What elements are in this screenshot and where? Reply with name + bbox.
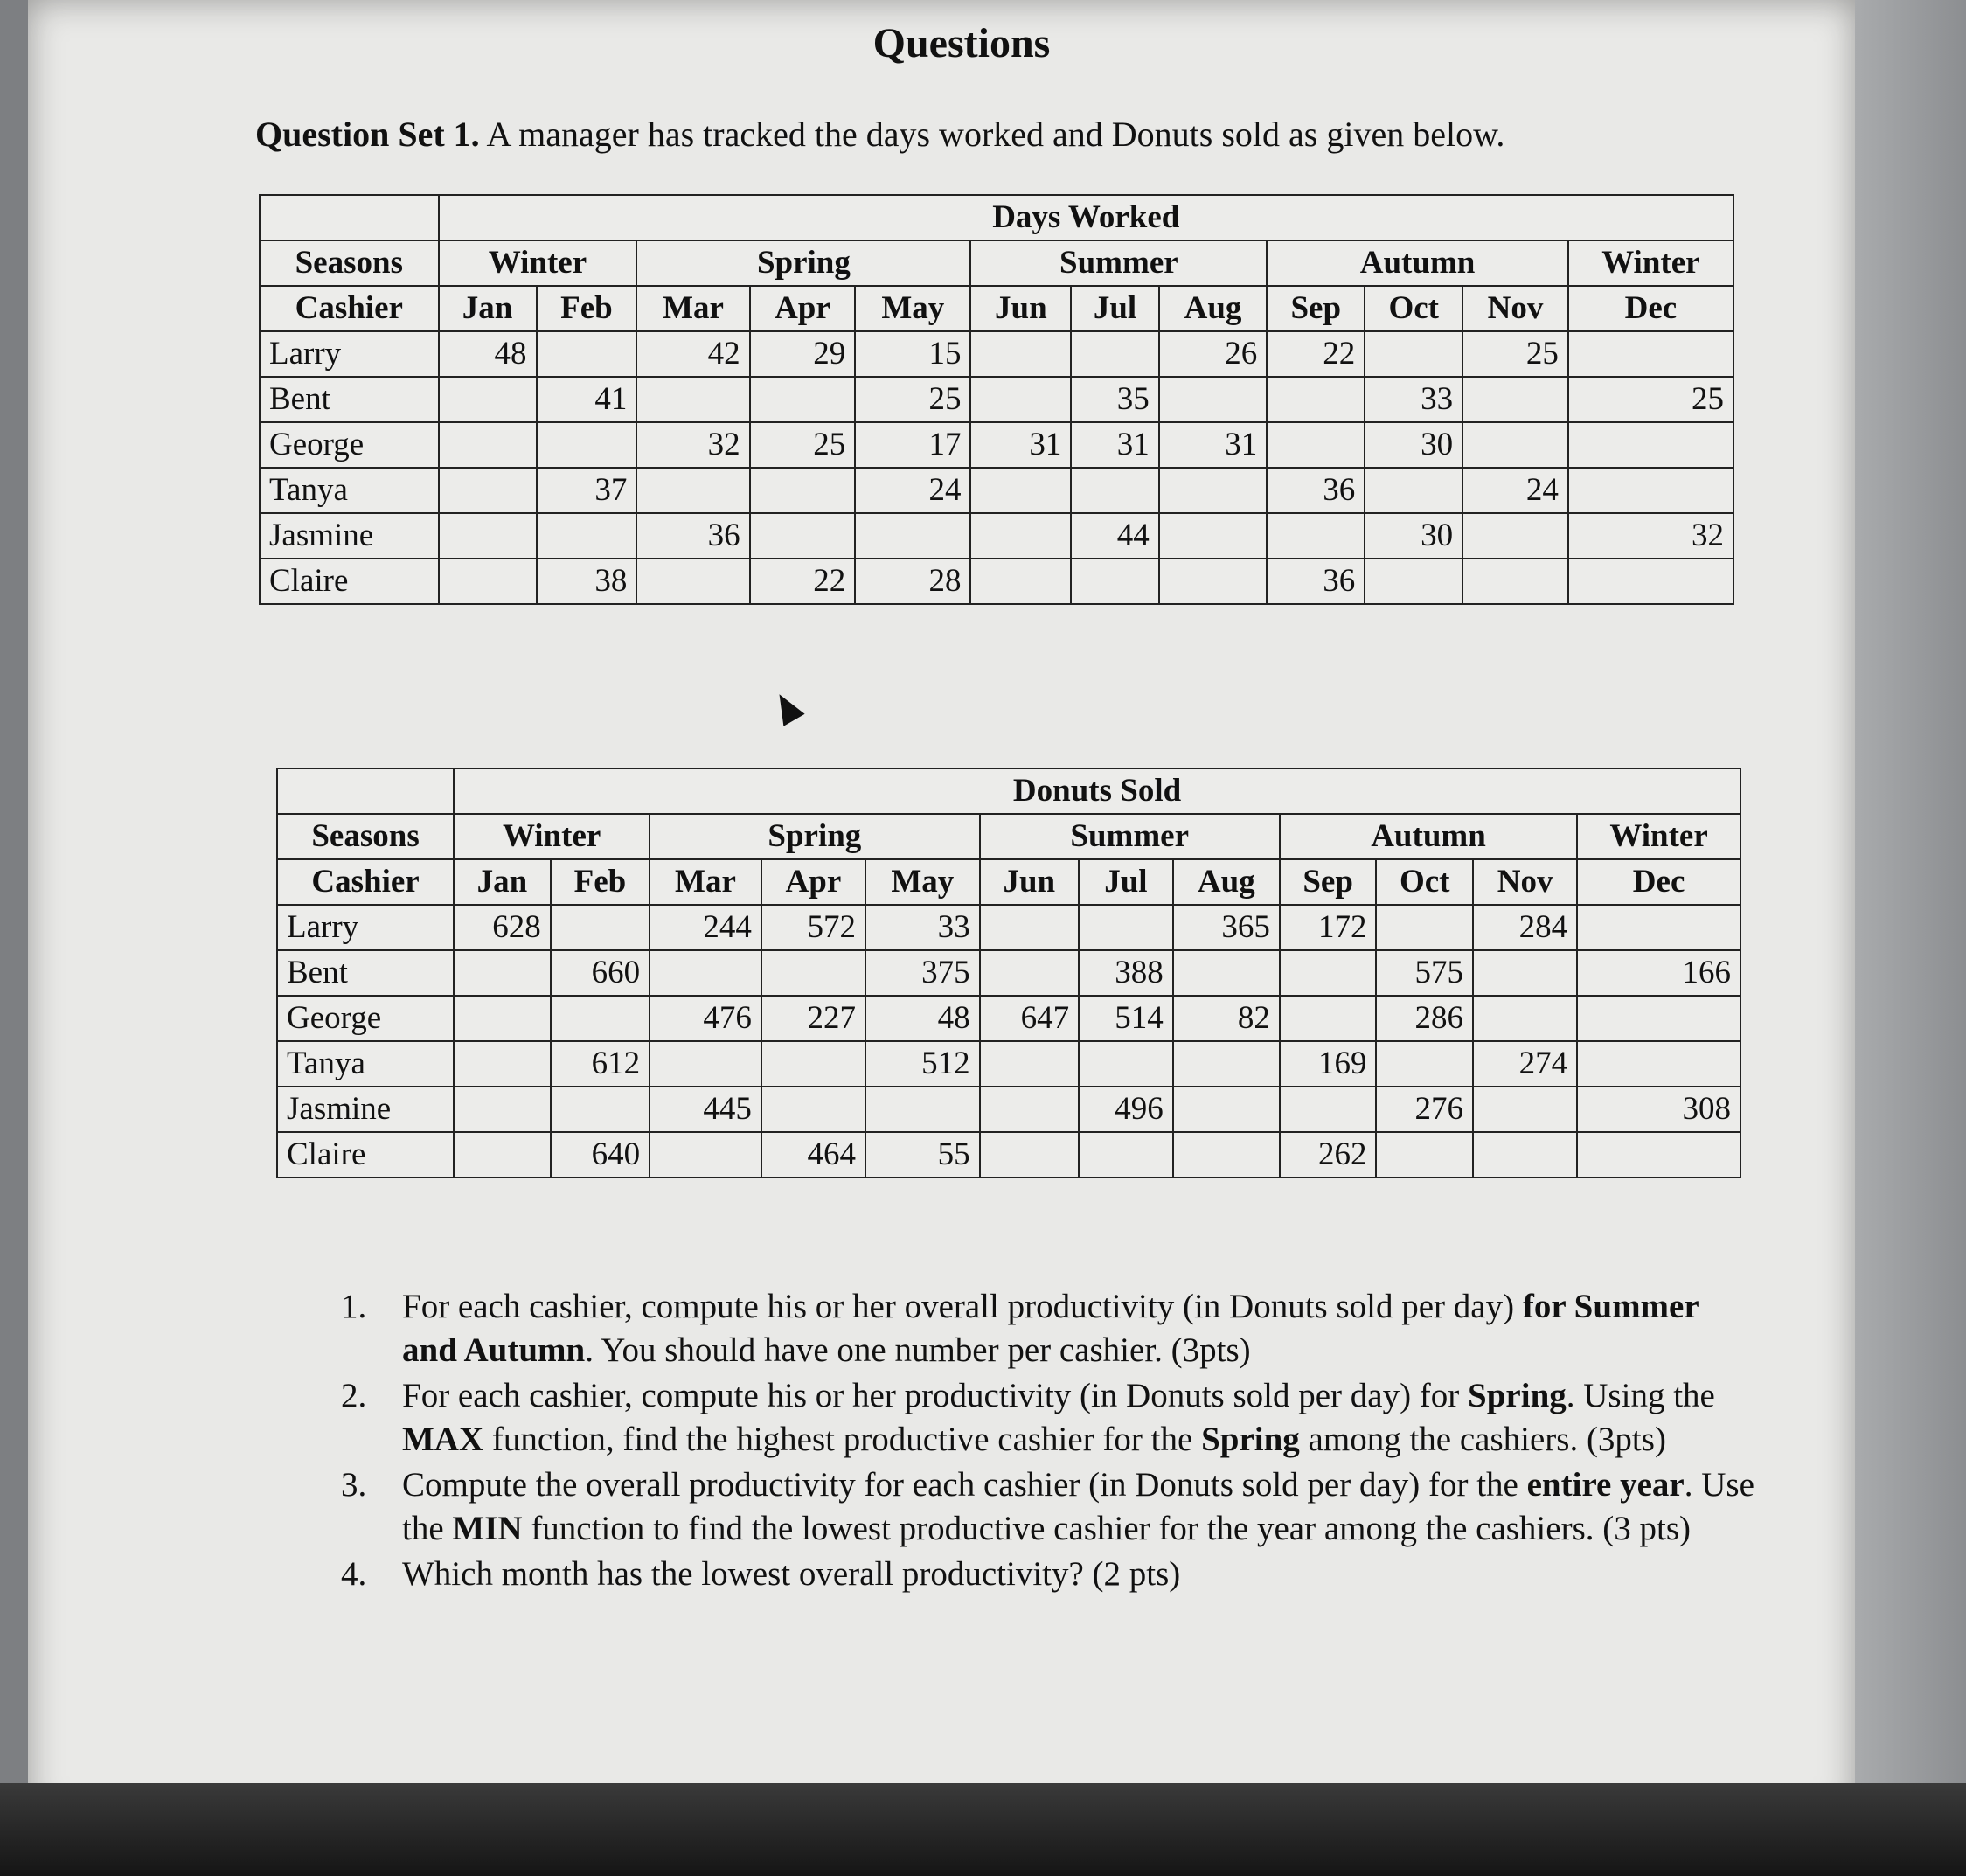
table-cell bbox=[1568, 422, 1733, 468]
table-cell: 82 bbox=[1173, 996, 1280, 1041]
table-cell bbox=[636, 559, 749, 604]
table-cell: 38 bbox=[537, 559, 637, 604]
cashier-name: George bbox=[277, 996, 454, 1041]
table-cell bbox=[980, 905, 1080, 950]
month-header: Aug bbox=[1173, 859, 1280, 905]
question-fragment: among the cashiers. (3pts) bbox=[1299, 1421, 1666, 1458]
table-cell bbox=[650, 950, 761, 996]
table-cell bbox=[454, 1087, 551, 1132]
question-fragment: . Use the bbox=[402, 1466, 1754, 1547]
table-cell bbox=[454, 950, 551, 996]
season-row bbox=[277, 814, 1740, 859]
season-header: Winter bbox=[439, 240, 637, 286]
table-cell bbox=[750, 513, 856, 559]
table-cell bbox=[1071, 468, 1158, 513]
table-cell: 660 bbox=[551, 950, 650, 996]
table-cell: 25 bbox=[1568, 377, 1733, 422]
question-fragment: For each cashier, compute his or her overall productivity (in Donuts sold per day) bbox=[402, 1288, 1523, 1325]
table-cell: 244 bbox=[650, 905, 761, 950]
question-list bbox=[341, 1285, 1757, 1598]
table-cell: 44 bbox=[1071, 513, 1158, 559]
table-cell: 445 bbox=[650, 1087, 761, 1132]
table-cell bbox=[865, 1087, 980, 1132]
month-header: May bbox=[865, 859, 980, 905]
table-cell bbox=[1462, 559, 1568, 604]
table-cell: 476 bbox=[650, 996, 761, 1041]
table-cell bbox=[1473, 950, 1577, 996]
table-cell bbox=[980, 950, 1080, 996]
table-cell: 35 bbox=[1071, 377, 1158, 422]
table-cell bbox=[1159, 377, 1268, 422]
month-header: Nov bbox=[1473, 859, 1577, 905]
table-cell: 308 bbox=[1577, 1087, 1740, 1132]
table-cell bbox=[1159, 468, 1268, 513]
table-cell bbox=[1577, 1041, 1740, 1087]
monitor-bezel-bottom bbox=[0, 1783, 1966, 1876]
table-cell bbox=[1079, 905, 1173, 950]
table-cell bbox=[439, 468, 537, 513]
table-cell: 274 bbox=[1473, 1041, 1577, 1087]
table-cell bbox=[1568, 468, 1733, 513]
table-cell bbox=[537, 422, 637, 468]
table-cell bbox=[439, 377, 537, 422]
table-title: Days Worked bbox=[439, 195, 1733, 240]
question-emphasis: Spring bbox=[1468, 1377, 1567, 1414]
table-cell bbox=[551, 996, 650, 1041]
table-row bbox=[260, 422, 1733, 468]
table-cell: 25 bbox=[855, 377, 970, 422]
table-cell bbox=[1159, 559, 1268, 604]
table-title-row bbox=[260, 195, 1733, 240]
season-header: Winter bbox=[1577, 814, 1740, 859]
table-title: Donuts Sold bbox=[454, 768, 1740, 814]
table-row bbox=[260, 513, 1733, 559]
cashier-name: Tanya bbox=[260, 468, 439, 513]
cashier-name: Tanya bbox=[277, 1041, 454, 1087]
table-cell bbox=[439, 559, 537, 604]
table-cell bbox=[750, 468, 856, 513]
table-cell: 628 bbox=[454, 905, 551, 950]
table-cell bbox=[1365, 468, 1462, 513]
question-text bbox=[402, 1285, 1757, 1372]
question-fragment: For each cashier, compute his or her productivity (in Donuts sold per day) for bbox=[402, 1377, 1469, 1414]
month-header: Feb bbox=[537, 286, 637, 331]
table-cell bbox=[1473, 1087, 1577, 1132]
month-header: Jun bbox=[980, 859, 1080, 905]
table-cell bbox=[1462, 513, 1568, 559]
table-cell bbox=[980, 1132, 1080, 1178]
table-cell bbox=[855, 513, 970, 559]
table-row bbox=[260, 377, 1733, 422]
question-set-text: A manager has tracked the days worked and Donuts sold as given below. bbox=[479, 115, 1505, 154]
table-cell: 464 bbox=[761, 1132, 865, 1178]
table-cell: 37 bbox=[537, 468, 637, 513]
month-header: Aug bbox=[1159, 286, 1268, 331]
table-cell: 22 bbox=[750, 559, 856, 604]
season-header: Winter bbox=[1568, 240, 1733, 286]
question-number: 3. bbox=[341, 1466, 367, 1504]
month-header: Jan bbox=[439, 286, 537, 331]
table-cell: 262 bbox=[1280, 1132, 1377, 1178]
question-emphasis: for Summer and Autumn bbox=[402, 1288, 1699, 1369]
table-row bbox=[277, 1087, 1740, 1132]
cashier-name: George bbox=[260, 422, 439, 468]
cashier-name: Claire bbox=[277, 1132, 454, 1178]
question-fragment: Compute the overall productivity for each cashier (in Donuts sold per day) for the bbox=[402, 1466, 1527, 1504]
table-row bbox=[277, 1041, 1740, 1087]
table-cell: 24 bbox=[855, 468, 970, 513]
page-title: Questions bbox=[872, 20, 1051, 66]
table-cell: 647 bbox=[980, 996, 1080, 1041]
table-cell: 33 bbox=[865, 905, 980, 950]
question-emphasis: Spring bbox=[1201, 1421, 1300, 1458]
table-cell: 48 bbox=[865, 996, 980, 1041]
table-cell bbox=[970, 331, 1071, 377]
donuts-sold-table bbox=[276, 768, 1741, 1178]
table-row bbox=[277, 905, 1740, 950]
table-cell bbox=[980, 1041, 1080, 1087]
table-row bbox=[260, 331, 1733, 377]
table-cell: 32 bbox=[1568, 513, 1733, 559]
table-cell bbox=[454, 1132, 551, 1178]
table-cell bbox=[650, 1132, 761, 1178]
table-cell: 31 bbox=[1159, 422, 1268, 468]
table-cell: 375 bbox=[865, 950, 980, 996]
question-emphasis: MAX bbox=[402, 1421, 484, 1458]
table-cell: 36 bbox=[636, 513, 749, 559]
table-cell bbox=[1473, 996, 1577, 1041]
table-cell: 41 bbox=[537, 377, 637, 422]
table-cell: 575 bbox=[1376, 950, 1473, 996]
table-cell bbox=[761, 1087, 865, 1132]
table-cell bbox=[636, 468, 749, 513]
table-cell bbox=[1173, 950, 1280, 996]
question-item bbox=[341, 1553, 1757, 1596]
question-item bbox=[341, 1285, 1757, 1372]
month-row bbox=[260, 286, 1733, 331]
month-header: Mar bbox=[650, 859, 761, 905]
table-cell: 25 bbox=[1462, 331, 1568, 377]
table-cell bbox=[1568, 559, 1733, 604]
table-cell bbox=[1071, 559, 1158, 604]
table-cell: 17 bbox=[855, 422, 970, 468]
month-header: Nov bbox=[1462, 286, 1568, 331]
table-cell: 31 bbox=[970, 422, 1071, 468]
cashier-name: Larry bbox=[260, 331, 439, 377]
table-cell: 286 bbox=[1376, 996, 1473, 1041]
cashier-label: Cashier bbox=[260, 286, 439, 331]
month-header: Jun bbox=[970, 286, 1071, 331]
month-header: Dec bbox=[1577, 859, 1740, 905]
table-cell: 30 bbox=[1365, 513, 1462, 559]
table-cell bbox=[551, 905, 650, 950]
table-cell bbox=[1267, 513, 1365, 559]
question-fragment: Which month has the lowest overall productivity? (2 pts) bbox=[402, 1555, 1181, 1593]
seasons-label: Seasons bbox=[277, 814, 454, 859]
month-header: Sep bbox=[1280, 859, 1377, 905]
table-cell bbox=[1173, 1087, 1280, 1132]
table-cell bbox=[1376, 1041, 1473, 1087]
table-row bbox=[260, 468, 1733, 513]
table-cell bbox=[1079, 1041, 1173, 1087]
table-row bbox=[277, 1132, 1740, 1178]
question-number: 1. bbox=[341, 1288, 367, 1325]
season-header: Spring bbox=[650, 814, 979, 859]
table-cell: 172 bbox=[1280, 905, 1377, 950]
table-cell bbox=[439, 422, 537, 468]
table-title-row bbox=[277, 768, 1740, 814]
question-emphasis: entire year bbox=[1526, 1466, 1685, 1504]
table-cell bbox=[970, 513, 1071, 559]
table-cell: 640 bbox=[551, 1132, 650, 1178]
table-cell: 26 bbox=[1159, 331, 1268, 377]
table-cell bbox=[970, 559, 1071, 604]
cashier-label: Cashier bbox=[277, 859, 454, 905]
season-header: Spring bbox=[636, 240, 970, 286]
month-header: Jul bbox=[1079, 859, 1173, 905]
table-cell: 36 bbox=[1267, 559, 1365, 604]
table-cell bbox=[1071, 331, 1158, 377]
question-text bbox=[402, 1374, 1757, 1462]
table-cell: 28 bbox=[855, 559, 970, 604]
days-worked-table bbox=[259, 194, 1734, 605]
cashier-name: Jasmine bbox=[277, 1087, 454, 1132]
table-cell bbox=[1365, 559, 1462, 604]
question-emphasis: MIN bbox=[452, 1510, 523, 1547]
question-item bbox=[341, 1463, 1757, 1551]
table-cell bbox=[1280, 1087, 1377, 1132]
blank-corner-cell bbox=[277, 768, 454, 814]
table-cell bbox=[1267, 422, 1365, 468]
season-row bbox=[260, 240, 1733, 286]
table-cell: 514 bbox=[1079, 996, 1173, 1041]
table-cell bbox=[1173, 1041, 1280, 1087]
month-header: Apr bbox=[750, 286, 856, 331]
table-cell: 227 bbox=[761, 996, 865, 1041]
table-cell: 55 bbox=[865, 1132, 980, 1178]
table-cell: 612 bbox=[551, 1041, 650, 1087]
table-cell: 22 bbox=[1267, 331, 1365, 377]
month-header: Sep bbox=[1267, 286, 1365, 331]
table-cell bbox=[1280, 996, 1377, 1041]
table-row bbox=[277, 950, 1740, 996]
table-cell bbox=[1577, 1132, 1740, 1178]
month-header: Jan bbox=[454, 859, 551, 905]
table-cell bbox=[537, 331, 637, 377]
table-cell bbox=[1577, 996, 1740, 1041]
table-cell: 166 bbox=[1577, 950, 1740, 996]
table-cell bbox=[1267, 377, 1365, 422]
cashier-name: Bent bbox=[277, 950, 454, 996]
table-cell: 42 bbox=[636, 331, 749, 377]
month-header: Apr bbox=[761, 859, 865, 905]
table-cell bbox=[1462, 377, 1568, 422]
question-number: 2. bbox=[341, 1377, 367, 1414]
table-cell: 15 bbox=[855, 331, 970, 377]
table-cell: 388 bbox=[1079, 950, 1173, 996]
month-header: Oct bbox=[1365, 286, 1462, 331]
month-header: Mar bbox=[636, 286, 749, 331]
season-header: Winter bbox=[454, 814, 650, 859]
month-header: Oct bbox=[1376, 859, 1473, 905]
table-cell bbox=[454, 1041, 551, 1087]
question-number: 4. bbox=[341, 1555, 367, 1593]
table-cell: 25 bbox=[750, 422, 856, 468]
table-cell bbox=[1079, 1132, 1173, 1178]
table-cell bbox=[980, 1087, 1080, 1132]
table-cell bbox=[1280, 950, 1377, 996]
table-cell: 512 bbox=[865, 1041, 980, 1087]
table-cell bbox=[1173, 1132, 1280, 1178]
table-cell bbox=[1376, 905, 1473, 950]
table-cell bbox=[636, 377, 749, 422]
seasons-label: Seasons bbox=[260, 240, 439, 286]
month-header: Jul bbox=[1071, 286, 1158, 331]
question-fragment: . Using the bbox=[1566, 1377, 1715, 1414]
table-cell bbox=[1462, 422, 1568, 468]
table-cell: 32 bbox=[636, 422, 749, 468]
cashier-name: Jasmine bbox=[260, 513, 439, 559]
cashier-name: Claire bbox=[260, 559, 439, 604]
question-set-intro bbox=[255, 114, 1504, 155]
table-cell: 572 bbox=[761, 905, 865, 950]
question-set-label: Question Set 1. bbox=[255, 115, 480, 154]
season-header: Summer bbox=[970, 240, 1267, 286]
table-cell bbox=[454, 996, 551, 1041]
monitor-bezel-right bbox=[1855, 0, 1966, 1876]
table-cell: 48 bbox=[439, 331, 537, 377]
question-fragment: . You should have one number per cashier. (3pts) bbox=[585, 1331, 1251, 1369]
season-header: Summer bbox=[980, 814, 1280, 859]
table-cell bbox=[1577, 905, 1740, 950]
table-cell: 30 bbox=[1365, 422, 1462, 468]
table-cell bbox=[537, 513, 637, 559]
blank-corner-cell bbox=[260, 195, 439, 240]
table-cell: 33 bbox=[1365, 377, 1462, 422]
table-cell: 284 bbox=[1473, 905, 1577, 950]
month-row bbox=[277, 859, 1740, 905]
table-cell bbox=[750, 377, 856, 422]
table-cell: 31 bbox=[1071, 422, 1158, 468]
table-row bbox=[260, 559, 1733, 604]
table-cell bbox=[650, 1041, 761, 1087]
question-fragment: function, find the highest productive cashier for the bbox=[483, 1421, 1202, 1458]
table-row bbox=[277, 996, 1740, 1041]
table-cell: 24 bbox=[1462, 468, 1568, 513]
table-cell: 169 bbox=[1280, 1041, 1377, 1087]
table-cell bbox=[970, 377, 1071, 422]
month-header: May bbox=[855, 286, 970, 331]
month-header: Feb bbox=[551, 859, 650, 905]
season-header: Autumn bbox=[1280, 814, 1577, 859]
cashier-name: Bent bbox=[260, 377, 439, 422]
month-header: Dec bbox=[1568, 286, 1733, 331]
table-cell: 365 bbox=[1173, 905, 1280, 950]
table-cell bbox=[761, 950, 865, 996]
table-cell bbox=[1568, 331, 1733, 377]
question-text bbox=[402, 1463, 1757, 1551]
table-cell bbox=[551, 1087, 650, 1132]
cashier-name: Larry bbox=[277, 905, 454, 950]
question-item bbox=[341, 1374, 1757, 1462]
season-header: Autumn bbox=[1267, 240, 1568, 286]
question-text bbox=[402, 1553, 1757, 1596]
table-cell: 29 bbox=[750, 331, 856, 377]
table-cell bbox=[1365, 331, 1462, 377]
question-fragment: function to find the lowest productive cashier for the year among the cashiers. (3 pts) bbox=[522, 1510, 1691, 1547]
table-cell bbox=[439, 513, 537, 559]
table-cell: 276 bbox=[1376, 1087, 1473, 1132]
table-cell bbox=[761, 1041, 865, 1087]
table-cell bbox=[970, 468, 1071, 513]
table-cell bbox=[1159, 513, 1268, 559]
table-cell bbox=[1376, 1132, 1473, 1178]
table-cell bbox=[1473, 1132, 1577, 1178]
table-cell: 496 bbox=[1079, 1087, 1173, 1132]
table-cell: 36 bbox=[1267, 468, 1365, 513]
